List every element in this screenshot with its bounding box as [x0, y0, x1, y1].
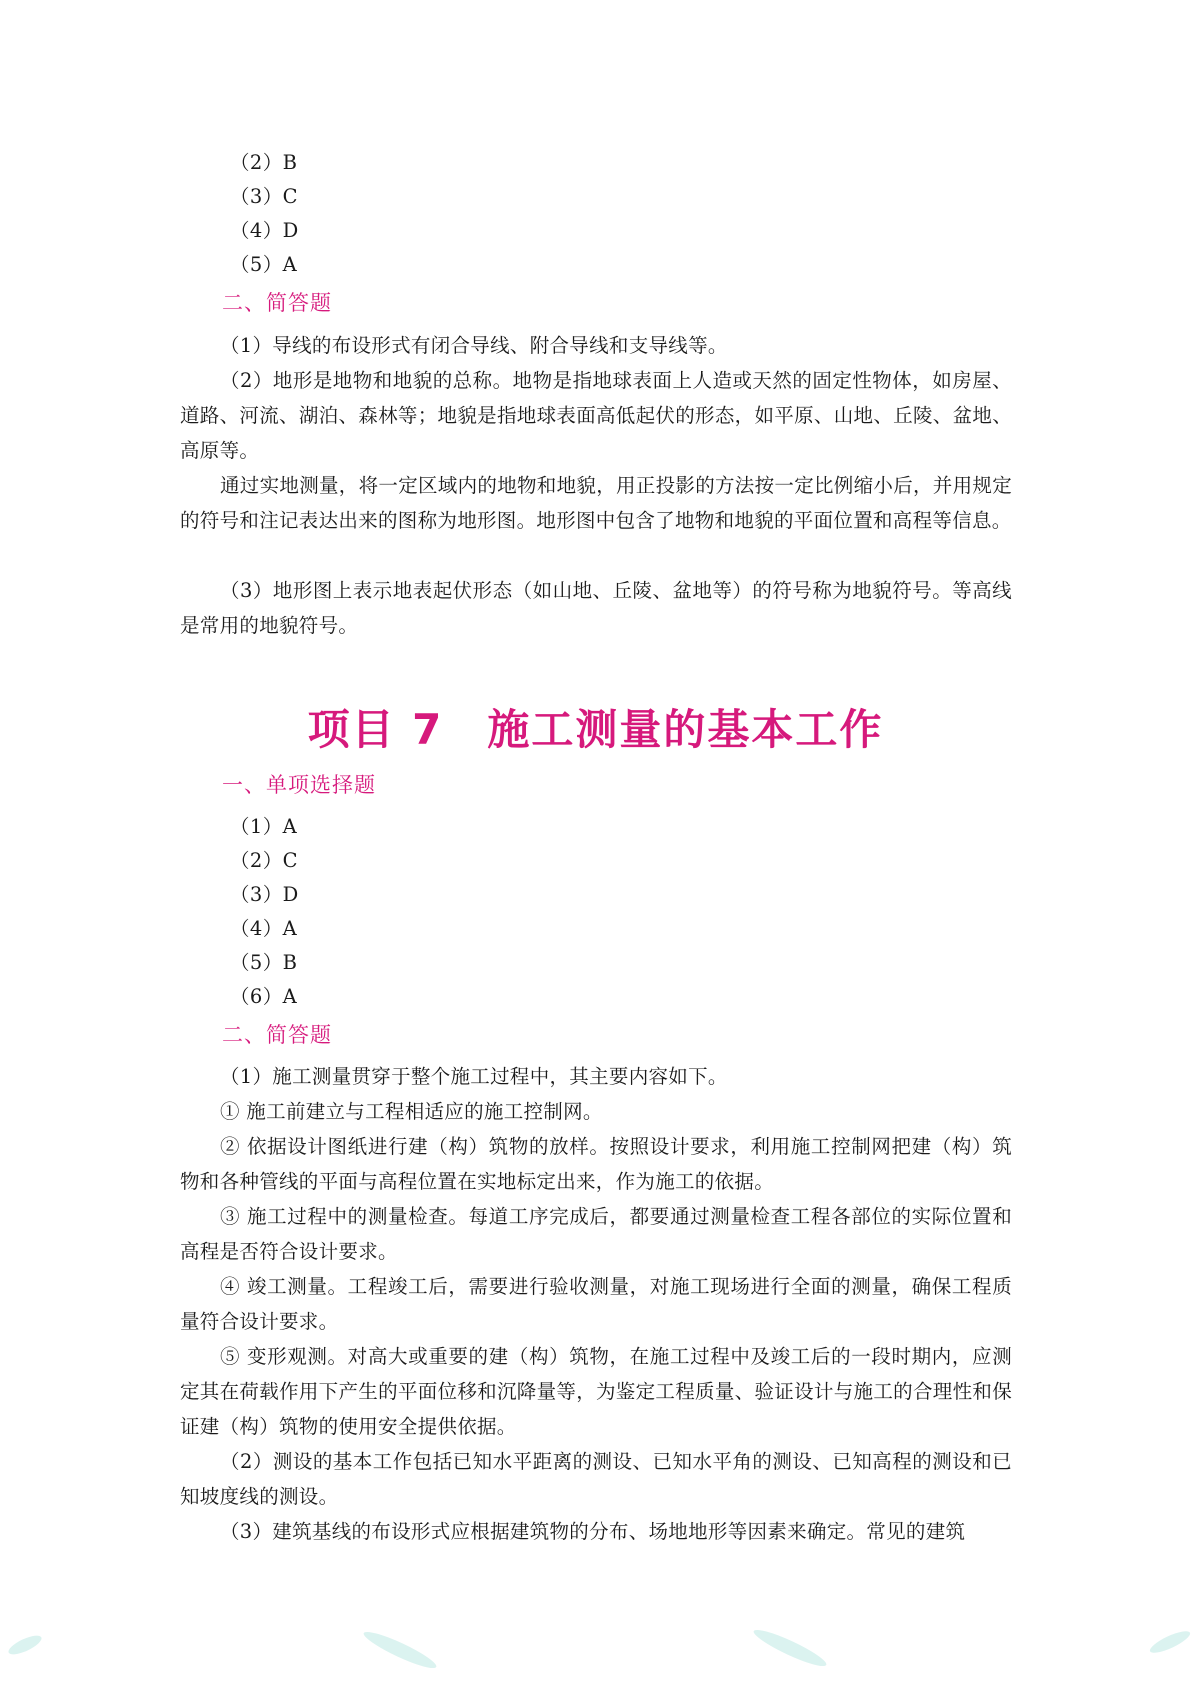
paragraph: ④ 竣工测量。工程竣工后，需要进行验收测量，对施工现场进行全面的测量，确保工程质量符合设计要求。 [180, 1275, 1012, 1333]
paragraph: ⑤ 变形观测。对高大或重要的建（构）筑物，在施工过程中及竣工后的一段时期内，应测定其在荷载作用下产生的平面位移和沉降量等，为鉴定工程质量、验证设计与施工的合理性和保证建（构）筑物的使用安全提供依据。 [180, 1345, 1012, 1438]
paragraph: （1）施工测量贯穿于整个施工过程中，其主要内容如下。 [220, 1065, 728, 1088]
answer-item: （4）D [230, 219, 299, 242]
paragraph: （1）导线的布设形式有闭合导线、附合导线和支导线等。 [220, 334, 728, 357]
answer-item: （6）A [230, 985, 298, 1008]
watermark-decoration [0, 1620, 1191, 1684]
answer-item: （3）D [230, 883, 299, 906]
paragraph: （2）地形是地物和地貌的总称。地物是指地球表面上人造或天然的固定性物体，如房屋、道路、河流、湖泊、森林等；地貌是指地球表面高低起伏的形态，如平原、山地、丘陵、盆地、高原等。 [180, 369, 1012, 462]
answer-item: （3）C [230, 185, 298, 208]
section-heading-short-answer: 二、简答题 [222, 291, 332, 315]
answer-item: （2）B [230, 151, 298, 174]
answer-item: （5）B [230, 951, 298, 974]
answer-item: （2）C [230, 849, 298, 872]
answer-item: （1）A [230, 815, 298, 838]
paragraph: （2）测设的基本工作包括已知水平距离的测设、已知水平角的测设、已知高程的测设和已知坡度线的测设。 [180, 1450, 1012, 1508]
paragraph: ③ 施工过程中的测量检查。每道工序完成后，都要通过测量检查工程各部位的实际位置和高程是否符合设计要求。 [180, 1205, 1012, 1263]
chapter-title: 项目 7 施工测量的基本工作 [307, 705, 884, 754]
paragraph: ① 施工前建立与工程相适应的施工控制网。 [220, 1100, 603, 1123]
paragraph: （3）建筑基线的布设形式应根据建筑物的分布、场地地形等因素来确定。常见的建筑 [220, 1520, 966, 1543]
section-heading-short-answer: 二、简答题 [222, 1023, 332, 1047]
paragraph: （3）地形图上表示地表起伏形态（如山地、丘陵、盆地等）的符号称为地貌符号。等高线是常用的地貌符号。 [180, 579, 1012, 637]
section-heading-single-choice: 一、单项选择题 [222, 773, 376, 797]
answer-item: （4）A [230, 917, 298, 940]
answer-item: （5）A [230, 253, 298, 276]
paragraph: ② 依据设计图纸进行建（构）筑物的放样。按照设计要求，利用施工控制网把建（构）筑物和各种管线的平面与高程位置在实地标定出来，作为施工的依据。 [180, 1135, 1012, 1193]
paragraph: 通过实地测量，将一定区域内的地物和地貌，用正投影的方法按一定比例缩小后，并用规定的符号和注记表达出来的图称为地形图。地形图中包含了地物和地貌的平面位置和高程等信息。 [180, 474, 1013, 532]
